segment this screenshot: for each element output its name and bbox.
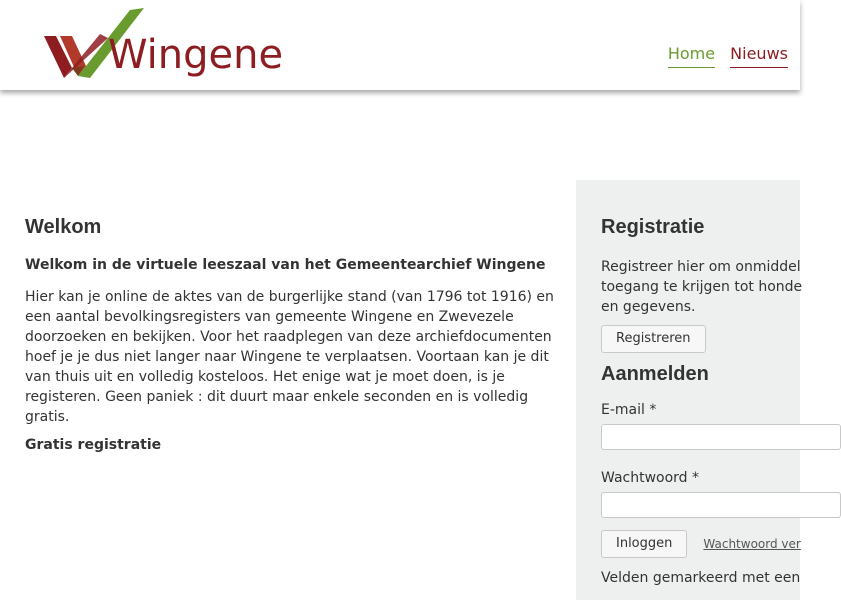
checkmark-logo-icon xyxy=(42,6,284,86)
required-marker: * xyxy=(692,470,700,486)
registration-text: Registreer hier om onmiddel toegang te krijgen tot honde en gegevens. xyxy=(601,259,803,315)
login-title: Aanmelden xyxy=(601,363,709,385)
registration-title: Registratie xyxy=(601,216,705,238)
wingene-logo[interactable] xyxy=(42,6,284,86)
password-field[interactable] xyxy=(601,492,841,518)
email-field[interactable] xyxy=(601,424,841,450)
main-content xyxy=(25,180,555,453)
login-button[interactable]: Inloggen xyxy=(601,530,687,558)
email-label: E-mail * xyxy=(601,402,657,418)
site-header xyxy=(0,0,800,90)
logo-text: Wingene xyxy=(108,32,284,78)
forgot-password-link[interactable]: Wachtwoord ver xyxy=(703,537,801,551)
intro-text: Hier kan je online de aktes van de burgerlijke stand (van 1796 tot 1916) en een aantal bevolkingsregisters van gemeente Wingene en Zwevezele doorzoeken en bekijken. Voor het raadplegen van deze archiefdocumenten hoef je je dus niet langer naar Wingene te verplaatsen. Voortaan kan je dit van thuis uit en volledig kosteloos. Het enige wat je moet doen, is je registeren. Geen paniek : dit duurt maar enkele seconden en is volledig gratis. xyxy=(25,289,554,425)
sidebar xyxy=(576,180,803,600)
required-marker: * xyxy=(649,402,657,418)
main-nav xyxy=(658,44,788,68)
nav-home-link[interactable]: Home xyxy=(668,44,715,68)
required-fields-note: Velden gemarkeerd met een xyxy=(601,570,801,586)
login-actions xyxy=(601,530,841,558)
register-button[interactable]: Registreren xyxy=(601,325,706,353)
free-registration-heading: Gratis registratie xyxy=(25,437,162,453)
nav-news-link[interactable]: Nieuws xyxy=(730,44,788,68)
intro-lead: Welkom in de virtuele leeszaal van het Gemeentearchief Wingene xyxy=(25,257,546,273)
password-label: Wachtwoord * xyxy=(601,470,700,486)
page-title: Welkom xyxy=(25,216,102,238)
